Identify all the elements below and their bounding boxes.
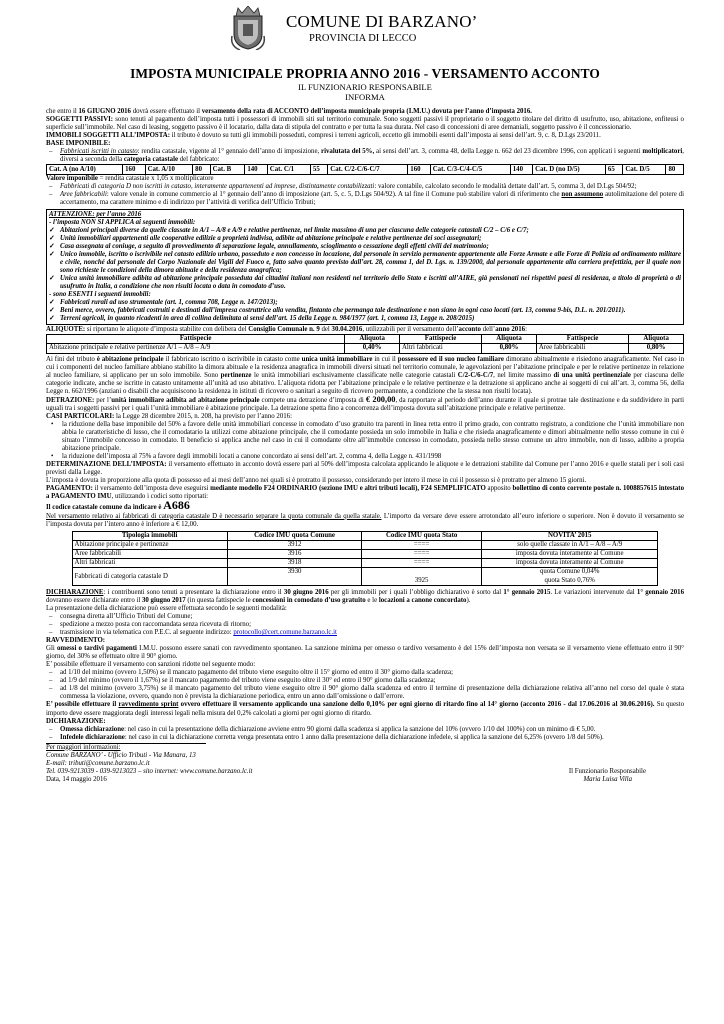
comune-name: COMUNE DI BARZANO’ <box>286 12 478 31</box>
attenzione-box <box>46 209 684 326</box>
footer-email[interactable]: E-mail: tributi@comune.barzano.lc.it <box>46 759 150 767</box>
cat-value: 80 <box>193 165 210 175</box>
fabbricati-catasto-item: – Fabbricati iscritti in catasto: rendita catastale, vigente al 1° gennaio dell’anno di imposizione, rivalutata del 5%, ai sensi dell’art. 3, comma 48, della Legge n. 662 del 23 dicembre 1996, con applicati i seguenti moltiplicatori, diversi a seconda della categoria catastale del fabbricato: <box>46 148 684 164</box>
cat-label: Cat. C/1 <box>267 165 310 175</box>
valore-imponibile-line: Valore imponibile = rendita catastale x 1,05 x moltiplicatore <box>46 175 214 183</box>
document-body <box>46 108 684 784</box>
footer-address: Comune BARZANO’ - Ufficio Tributi - Via Manara, 13 <box>46 751 196 759</box>
cat-value: 140 <box>245 165 267 175</box>
table-row: Fabbricati di categoria catastale D 3930 3925 quota Comune 0,04% quota Stato 0,76% <box>72 568 658 585</box>
table-header: Tipologia immobili <box>72 531 227 540</box>
list-item: ✓ Abitazioni principali diverse da quelle classate in A/1 – A/8 e A/9 e relative pertinenze, nel limite massimo di una per ciascuna delle categorie catastali C/2 – C/6 e C/7; <box>49 227 681 235</box>
table-header: Fattispecie <box>47 335 345 344</box>
immobili-paragraph: IMMOBILI SOGGETTI ALL’IMPOSTA: il tributo è dovuto su tutti gli immobili posseduti, compresi i terreni agricoli, eccetto gli immobili esenti dall’imposta ai sensi dell’art. 9, c. 8, D.Lgs 23/2011. <box>46 132 601 140</box>
cat-value: 140 <box>510 165 532 175</box>
ravvedimento-sanzioni: E’ possibile effettuare il versamento con sanzioni ridotte nel seguente modo: <box>46 661 256 669</box>
list-item: – Infedele dichiarazione: nel caso in cui la dichiarazione corretta venga presentata entro 1 anno dalla presentazione della dichiarazione infedele, si applica la sanzione del 6,25% (ovvero 1/8 del 50%). <box>46 734 684 742</box>
subtitle-funzionario: IL FUNZIONARIO RESPONSABILE <box>298 82 432 92</box>
pec-link[interactable]: protocollo@cert.comune.barzano.lc.it <box>233 629 337 637</box>
list-item: ✓ Beni merce, ovvero, fabbricati costruiti e destinati dall’impresa costruttrice alla vendita, fintanto che permanga tale destinazione e non siano in ogni caso locati (art. 13, comma 9-bis, D.L. n. 201/2011). <box>49 307 681 315</box>
cat-value: 160 <box>123 165 145 175</box>
intro-paragraph: che entro il 16 GIUGNO 2016 dovrà essere effettuato il versamento della rata di ACCONTO dell’imposta municipale propria (I.M.U.) dovuta per l’anno d’imposta 2016. <box>46 108 532 115</box>
document-title: IMPOSTA MUNICIPALE PROPRIA ANNO 2016 - VERSAMENTO ACCONTO <box>130 66 600 81</box>
pagamento-paragraph: PAGAMENTO: il versamento dell’imposta deve eseguirsi mediante modello F24 ORDINARIO (sezione IMU e altri tributi locali), F24 SEMPLIFICATO apposito bollettino di conto corrente postale n. 1008857615 intestato a PAGAMENTO IMU, utilizzando i codici sotto riportati: <box>46 485 684 501</box>
cat-label: Cat. A (no A/10) <box>47 165 123 175</box>
esenti-heading: - sono ESENTI i seguenti immobili: <box>49 290 151 298</box>
cat-label: Cat. D (no D/5) <box>533 165 606 175</box>
non-si-applica-heading: - l’imposta NON SI APPLICA ai seguenti immobili: <box>49 218 196 226</box>
table-row: Altri fabbricati 3918 ==== imposta dovuta interamente al Comune <box>72 559 658 568</box>
cat-label: Cat. D/5 <box>623 165 666 175</box>
table-header: NOVITA’ 2015 <box>481 531 658 540</box>
table-header: Aliquota <box>345 335 400 344</box>
determinazione-paragraph: DETERMINAZIONE DELL’IMPOSTA: il versamento effettuato in acconto dovrà essere pari al 50% dell’imposta calcolata applicando le aliquote e le detrazioni stabilite dal Comune per l’anno 2016 e quelle statali per i soli casi previsti dalla Legge. <box>46 461 684 477</box>
base-imponibile-heading: BASE IMPONIBILE: <box>46 140 111 148</box>
list-item: – Omessa dichiarazione: nel caso in cui la presentazione della dichiarazione avviene entro 90 giorni dalla scadenza si applica la sanzione del 10% (ovvero 1/10 del 100%) con un minimo di € 5,00. <box>46 726 684 734</box>
footer-row <box>46 776 684 784</box>
fabbricati-d-item: – Fabbricati di categoria D non iscritti in catasto, interamente appartenenti ad imprese, distintamente contabilizzati: valore contabile, calcolato secondo le modalità dettate dall’art. 5, comma 3, del D.Lgs 504/92; <box>46 183 684 191</box>
abitazione-principale-paragraph: Ai fini del tributo è abitazione principale il fabbricato iscritto o iscrivibile in catasto come unica unità immobiliare in cui il possessore ed il suo nucleo familiare dimorano abitualmente e risiedono anagraficamente. Nel caso in cui i componenti del nucleo familiare abbiano stabilito la dimora abituale e la residenza anagrafica in immobili diversi situati nel territorio comunale, le agevolazioni per l’abitazione principale e per le relative pertinenze in relazione al nucleo familiare, si applicano per un solo immobile. Sono pertinenze le unità immobiliari esclusivamente classificate nelle categorie catastali C/2-C/6-C/7, nel limite massimo di una unità pertinenziale per ciascuna delle categorie indicate, anche se iscritte in catasto unitamente all’unità ad uso abitativo. L’aliquota ridotta per l’abitazione principale e le relative pertinenze e la detrazione si applicano anche ai soggetti di cui all’art. 3, comma 56, della Legge n. 662/1996 (anziani o disabili che acquisiscono la residenza in istituti di ricovero o sanitari a seguito di ricovero permanente, a condizione che la stessa non risulti locata). <box>46 355 685 395</box>
table-header: Fattispecie <box>399 335 481 344</box>
signature-title: Il Funzionario Responsabile <box>568 767 646 775</box>
versamento-paragraph: Nel versamento relativo ai fabbricati di categoria catastale D è necessario separare la quota comunale da quella statale. L’importo da versare deve essere arrotondato all’euro inferiore o superiore. Non è dovuto il versamento se l’imposta dovuta per l’intero anno è inferiore a € 12,00. <box>46 512 685 528</box>
moltiplicatori-table <box>46 164 684 175</box>
list-item: – consegna diretta all’Ufficio Tributi del Comune; <box>46 613 684 621</box>
list-item: – trasmissione in via telematica con P.E.C. al seguente indirizzo: protocollo@cert.comune.barzano.lc.it <box>46 629 684 637</box>
table-row: Abitazione principale e relative pertinenze A/1 – A/8 – A/9 0,40% Altri fabbricati 0,80% Aree fabbricabili 0,80% <box>47 344 684 353</box>
soggetti-passivi-paragraph: SOGGETTI PASSIVI: sono tenuti al pagamento dell’imposta tutti i possessori di immobili siti sul territorio comunale. Sono soggetti passivi il proprietario o il soggetto titolare del diritto di usufrutto, uso, abitazione, enfiteusi o superficie sull’immobile. Nel caso di leasing, soggetto passivo è il locatario, dalla data di stipula del contratto e per tutta la sua durata. Nel caso di concessioni di aree demaniali, soggetto passivo è il concessionario. <box>46 116 684 132</box>
cat-value: 160 <box>408 165 430 175</box>
cat-label: Cat. C/2-C/6-C/7 <box>328 165 408 175</box>
ravvedimento-paragraph: Gli omessi o tardivi pagamenti I.M.U. possono essere sanati con ravvedimento spontaneo. La sanzione minima per omesso o tardivo versamento è del 15% dell’imposta non versata se il versamento viene effettuato entro il 90° giorno, del 30% se effettuato oltre il 90° giorno. <box>46 645 684 661</box>
table-header: Codice IMU quota Stato <box>362 531 482 540</box>
aliquote-paragraph: ALIQUOTE: si riportano le aliquote d’imposta stabilite con delibera del Consiglio Comunale n. 9 del 30.04.2016, utilizzabili per il versamento dell’acconto dell’anno 2016: <box>46 326 527 334</box>
cat-value: 65 <box>605 165 622 175</box>
table-header: Aliquota <box>482 335 537 344</box>
list-item: ✓ Unico immobile, iscritto o iscrivibile nel catasto edilizio urbano, posseduto e non concesso in locazione, dal personale in servizio permanente appartenente alle Forze Armate e alle Forze di Polizia ad ordinamento militare e civile, nonché dal personale del Corpo Nazionale dei Vigili del Fuoco e, fatto salvo quanto previsto dall’art. 28, comma 1, del D. Lgs. n. 139/2000, dal personale appartenente alla carriera prefettizia, per il quale non sono richieste le condizioni della dimora abituale e della residenza anagrafica; <box>49 251 681 275</box>
casi-particolari-paragraph: CASI PARTICOLARI: la Legge 28 dicembre 2015, n. 208, ha previsto per l’anno 2016: <box>46 412 292 420</box>
subtitle-informa: INFORMA <box>345 92 385 102</box>
cat-label: Cat. C/3-C/4-C/5 <box>430 165 510 175</box>
letterhead <box>46 0 684 64</box>
list-item: ✓ Unità immobiliari appartenenti alle cooperative edilizie a proprietà indivisa, adibite ad abitazione principale e relative pertinenze dei soci assegnatari; <box>49 235 681 243</box>
aree-fabbricabili-item: – Aree fabbricabili: valore venale in comune commercio al 1° gennaio dell’anno di imposizione (art. 5, c. 5, D.Lgs 504/92). A tal fine il Comune può stabilire valori di riferimento che non assumono autolimitazione del potere di accertamento, ma carattere minimo e di indirizzo per l’attività di verifica dell’Ufficio Tributi; <box>46 191 684 207</box>
detrazione-paragraph: DETRAZIONE: per l’unità immobiliare adibita ad abitazione principale compete una detrazione d’imposta di € 200,00, da rapportare al periodo dell’anno durante il quale si protrae tale destinazione e da suddividere in parti uguali tra i soggetti passivi per i quali l’unità immobiliare è abitazione principale. La detrazione spetta fino a concorrenza dell’imposta dovuta sull’abitazione principale e relative pertinenze. <box>46 394 684 412</box>
list-item: ✓ Terreni agricoli, in quanto ricadenti in area di collina delimitata ai sensi dell’art. 15 della Legge n. 984/1977 (art. 1, comma 13, Legge n. 208/2015) <box>49 315 681 323</box>
list-item: – ad 1/10 del minimo (ovvero 1,50%) se il mancato pagamento del tributo viene eseguito oltre il 15° giorno ed entro il 30° giorno dalla scadenza; <box>46 669 684 677</box>
provincia-name: PROVINCIA DI LECCO <box>309 33 417 44</box>
list-item: ✓ Casa assegnata al coniuge, a seguito di provvedimento di separazione legale, annullamento, scioglimento o cessazione degli effetti civili del matrimonio; <box>49 243 681 251</box>
attenzione-title: ATTENZIONE: per l’anno 2016 <box>49 210 142 218</box>
codici-imu-table <box>72 531 659 586</box>
footer-row <box>46 768 684 776</box>
table-header: Fattispecie <box>536 335 628 344</box>
list-item: • la riduzione della base imponibile del 50% a favore delle unità immobiliari concesse in comodato d’uso gratuito tra parenti in linea retta entro il primo grado, con contratto registrato, a condizione che l’unità immobiliare non abbia le caratteristiche di lusso, che il comodatario la utilizzi come abitazione principale, che il comodante possieda un solo immobile in Italia e che risieda anagraficamente e dimori abitualmente nello stesso comune in cui è situato l’immobile concesso in comodato. Il beneficio si applica anche nel caso in cui il comodante oltre all’immobile concesso in comodato, possieda nello stesso comune un altro immobile, non di lusso, adibito a propria abitazione principale. <box>46 421 684 453</box>
dichiarazione-paragraph: DICHIARAZIONE: i contribuenti sono tenuti a presentare la dichiarazione entro il 30 giugno 2016 per gli immobili per i quali l’obbligo dichiarativo è sorto dal 1° gennaio 2015. Le variazioni intervenute dal 1° gennaio 2016 dovranno essere dichiarate entro il 30 giugno 2017 (in questa fattispecie le concessioni in comodato d’uso gratuito e le locazioni a canone concordato). <box>46 588 684 604</box>
cat-value: 80 <box>666 165 684 175</box>
footer-contacts: Tel. 039-9213039 - 039-9213023 – sito internet: www.comune.barzano.lc.it <box>46 767 253 775</box>
list-item: • la riduzione dell’imposta al 75% a favore degli immobili locati a canone concordato ai sensi dell’art. 2, comma 4, della Legge n. 431/1998 <box>46 453 684 461</box>
cat-label: Cat. A/10 <box>145 165 193 175</box>
table-row: Abitazione principale e pertinenze 3912 ==== solo quelle classate in A/1 – A/8 – A/9 <box>72 540 658 549</box>
municipal-crest-icon <box>230 6 266 50</box>
footer-info-heading: Per maggiori informazioni: <box>46 743 121 751</box>
signature-name: Maria Luisa Villa <box>583 775 632 783</box>
ravvedimento-sprint-paragraph: E’ possibile effettuare il ravvedimento sprint ovvero effettuare il versamento applicando una sanzione dello 0,10% per ogni giorno di ritardo fino al 14° giorno (acconto 2016 - dal 17.06.2016 al 30.06.2016). Su questo importo deve essere maggiorata degli interessi legali nella misura del 0,2% calcolati a giorni per ogni giorno di ritardo. <box>46 701 684 717</box>
document-date: Data, 14 maggio 2016 <box>46 775 107 783</box>
list-item: – ad 1/8 del minimo (ovvero 3,75%) se il mancato pagamento del tributo viene eseguito oltre il 90° giorno dalla scadenza ed entro il termine di presentazione della dichiarazione relativa all’anno nel corso del quale è stata commessa la violazione, ovvero, quando non è prevista la dichiarazione periodica, entro un anno dall’omissione o dall’errore. <box>46 685 684 701</box>
ravvedimento-heading: RAVVEDIMENTO: <box>46 637 106 645</box>
table-header: Codice IMU quota Comune <box>227 531 362 540</box>
cat-value: 55 <box>310 165 327 175</box>
table-row: Aree fabbricabili 3916 ==== imposta dovuta interamente al Comune <box>72 550 658 559</box>
determinazione-paragraph-2: L’imposta è dovuta in proporzione alla quota di possesso ed ai mesi dell’anno nei quali si è protratto il possesso, considerando per intero il mese in cui il possesso si è protratto per almeno 15 giorni. <box>46 477 587 485</box>
aliquote-table <box>46 334 684 353</box>
cat-label: Cat. B <box>210 165 245 175</box>
table-header: Aliquota <box>629 335 684 344</box>
list-item: – spedizione a mezzo posta con raccomandata senza ricevuta di ritorno; <box>46 621 684 629</box>
dichiarazione-sanzioni-heading: DICHIARAZIONE: <box>46 717 106 725</box>
list-item: ✓ Unica unità immobiliare adibita ad abitazione principale posseduta dai cittadini italiani non residenti nel territorio dello Stato e iscritti all’AIRE, già pensionati nei rispettivi paesi di residenza, a titolo di proprietà o di usufrutto in Italia, a condizione che non risulti locata o data in comodato d’uso. <box>49 275 681 291</box>
dichiarazione-modalita: La presentazione della dichiarazione può essere effettuata secondo le seguenti modalità: <box>46 604 287 612</box>
list-item: ✓ Fabbricati rurali ad uso strumentale (art. 1, comma 708, Legge n. 147/2013); <box>49 299 681 307</box>
codice-catastale-line: Il codice catastale comune da indicare è A686 <box>46 498 190 513</box>
list-item: – ad 1/9 del minimo (ovvero il 1,67%) se il mancato pagamento del tributo viene eseguito oltre il 30° ed entro il 90° giorno dalla scadenza; <box>46 677 684 685</box>
